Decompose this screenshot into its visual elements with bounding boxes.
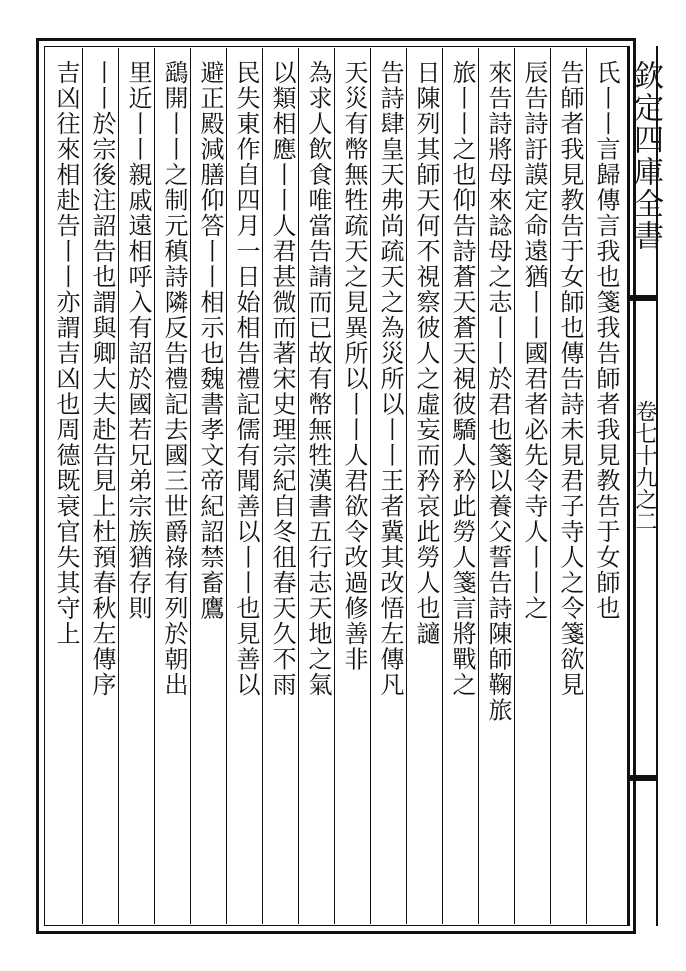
text-column-16: 吉凶往來相赴告丨丨亦謂吉凶也周德既衰官失其守上 xyxy=(52,60,80,647)
text-column-12: 避正殿減膳仰答丨丨相示也魏書孝文帝紀詔禁畜鷹 xyxy=(196,60,224,621)
fish-tail-top xyxy=(628,295,658,301)
text-column-5: 旅丨丨之也仰告詩蒼天蒼天視彼驕人矜此勞人箋言將戰之 xyxy=(448,60,476,698)
book-title: 欽定四庫全書 xyxy=(628,60,663,252)
text-column-8: 天災有幣無牲疏天之見異所以丨丨人君欲令改過修善非 xyxy=(340,60,368,672)
text-column-4: 來告詩將母來諗母之志丨丨於君也箋以養父誓告詩陳師鞠旅 xyxy=(484,60,512,723)
text-column-7: 告詩肆皇天弗尚疏天之為災所以丨丨王者冀其改悟左傳凡 xyxy=(376,60,404,698)
fish-tail-bottom xyxy=(628,775,658,781)
text-column-2: 告師者我見教告于女師也傳告詩未見君子寺人之令箋欲見 xyxy=(556,60,584,698)
text-column-9: 為求人飲食唯當告請而已故有幣無牲漢書五行志天地之氣 xyxy=(304,60,332,698)
text-column-6: 日陳列其師天何不視察彼人之虛妄而矜哀此勞人也讁 xyxy=(412,60,440,647)
text-column-3: 辰告詩訏謨定命遠猶丨丨國君者必先令寺人丨丨之 xyxy=(520,60,548,621)
juan-number: 卷七十九之二 xyxy=(632,400,657,532)
text-column-10: 以類相應丨丨人君甚微而著宋史理宗紀自冬徂春天久不雨 xyxy=(268,60,296,698)
text-column-11: 民失東作自四月一日始相告禮記儒有聞善以丨丨也見善以 xyxy=(232,60,260,698)
text-column-14: 里近丨丨親戚遠相呼入有詔於國若兄弟宗族猶存則 xyxy=(124,60,152,621)
text-column-13: 鷂開丨丨之制元稹詩隣反告禮記去國三世爵祿有列於朝出 xyxy=(160,60,188,698)
text-column-1: 氏丨丨言歸傳言我也箋我告師者我見教告于女師也 xyxy=(592,60,620,621)
text-column-15: 丨丨於宗後注詔告也謂與卿大夫赴告見上杜預春秋左傳序 xyxy=(88,60,116,698)
